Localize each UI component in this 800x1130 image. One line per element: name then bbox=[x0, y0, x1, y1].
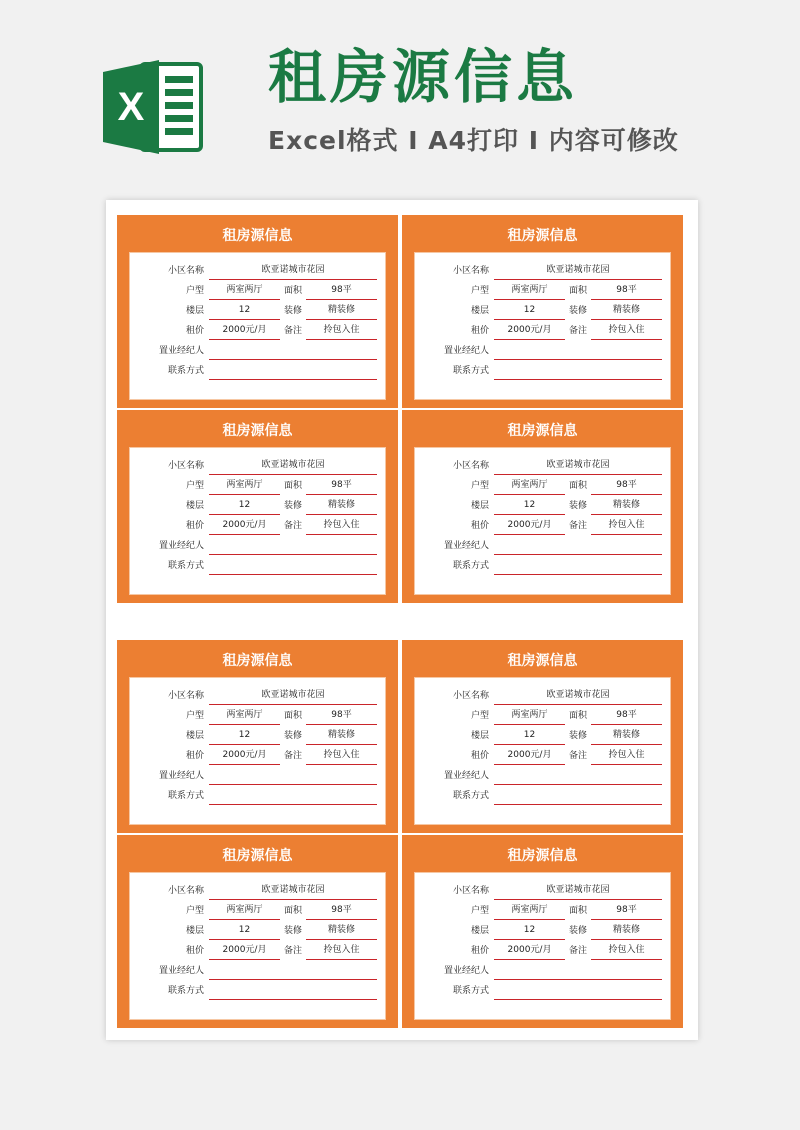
card-body bbox=[414, 872, 671, 1020]
row-layout bbox=[415, 476, 670, 496]
card-body bbox=[129, 252, 386, 400]
label-rent: 租价 bbox=[470, 946, 489, 956]
row-agent bbox=[130, 766, 385, 786]
card-title: 租房源信息 bbox=[507, 228, 578, 244]
label-decoration: 装修 bbox=[283, 731, 302, 741]
label-layout: 户型 bbox=[470, 286, 489, 296]
label-decoration: 装修 bbox=[568, 306, 587, 316]
field-rent[interactable]: 2000元/月 bbox=[494, 946, 565, 960]
row-layout bbox=[130, 901, 385, 921]
label-layout: 户型 bbox=[470, 481, 489, 491]
label-agent: 置业经纪人 bbox=[158, 541, 204, 551]
label-note: 备注 bbox=[283, 946, 302, 956]
field-area[interactable]: 98平 bbox=[306, 711, 377, 725]
field-community[interactable]: 欧亚诺城市花园 bbox=[209, 461, 377, 475]
field-rent[interactable]: 2000元/月 bbox=[209, 751, 280, 765]
row-rent bbox=[415, 516, 670, 536]
label-area: 面积 bbox=[283, 906, 302, 916]
field-contact[interactable] bbox=[494, 561, 662, 575]
label-layout: 户型 bbox=[185, 481, 204, 491]
field-layout[interactable]: 两室两厅 bbox=[209, 286, 280, 300]
label-contact: 联系方式 bbox=[452, 986, 489, 996]
field-floor[interactable]: 12 bbox=[494, 926, 565, 940]
row-community bbox=[415, 686, 670, 706]
label-note: 备注 bbox=[568, 751, 587, 761]
label-layout: 户型 bbox=[470, 711, 489, 721]
row-floor bbox=[130, 726, 385, 746]
label-rent: 租价 bbox=[185, 521, 204, 531]
label-floor: 楼层 bbox=[470, 306, 489, 316]
field-community[interactable]: 欧亚诺城市花园 bbox=[494, 691, 662, 705]
label-note: 备注 bbox=[283, 751, 302, 761]
row-layout bbox=[415, 706, 670, 726]
card-body bbox=[129, 677, 386, 825]
label-contact: 联系方式 bbox=[452, 366, 489, 376]
page-subtitle: Excel格式 I A4打印 I 内容可修改 bbox=[268, 126, 679, 155]
label-floor: 楼层 bbox=[470, 731, 489, 741]
row-layout bbox=[130, 476, 385, 496]
row-rent bbox=[130, 941, 385, 961]
row-agent bbox=[130, 536, 385, 556]
field-rent[interactable]: 2000元/月 bbox=[209, 521, 280, 535]
document-sheet bbox=[106, 200, 698, 1040]
label-floor: 楼层 bbox=[185, 501, 204, 511]
field-contact[interactable] bbox=[494, 791, 662, 805]
field-agent[interactable] bbox=[494, 346, 662, 360]
field-layout[interactable]: 两室两厅 bbox=[494, 906, 565, 920]
field-floor[interactable]: 12 bbox=[494, 501, 565, 515]
label-agent: 置业经纪人 bbox=[443, 966, 489, 976]
row-community bbox=[415, 261, 670, 281]
label-floor: 楼层 bbox=[185, 306, 204, 316]
field-community[interactable]: 欧亚诺城市花园 bbox=[209, 266, 377, 280]
field-agent[interactable] bbox=[494, 966, 662, 980]
field-area[interactable]: 98平 bbox=[306, 286, 377, 300]
label-community: 小区名称 bbox=[452, 691, 489, 701]
label-contact: 联系方式 bbox=[167, 366, 204, 376]
label-rent: 租价 bbox=[470, 521, 489, 531]
label-note: 备注 bbox=[568, 946, 587, 956]
field-community[interactable]: 欧亚诺城市花园 bbox=[209, 886, 377, 900]
field-floor[interactable]: 12 bbox=[209, 926, 280, 940]
field-agent[interactable] bbox=[209, 541, 377, 555]
row-floor bbox=[130, 301, 385, 321]
label-agent: 置业经纪人 bbox=[158, 771, 204, 781]
label-community: 小区名称 bbox=[167, 691, 204, 701]
row-community bbox=[130, 881, 385, 901]
field-floor[interactable]: 12 bbox=[209, 731, 280, 745]
row-floor bbox=[415, 496, 670, 516]
field-note[interactable]: 拎包入住 bbox=[306, 946, 377, 960]
field-area[interactable]: 98平 bbox=[591, 286, 662, 300]
card-body bbox=[414, 252, 671, 400]
field-agent[interactable] bbox=[209, 771, 377, 785]
row-community bbox=[130, 456, 385, 476]
label-community: 小区名称 bbox=[167, 266, 204, 276]
card-body bbox=[414, 447, 671, 595]
field-community[interactable]: 欧亚诺城市花园 bbox=[494, 461, 662, 475]
field-layout[interactable]: 两室两厅 bbox=[209, 906, 280, 920]
card-body bbox=[414, 677, 671, 825]
label-rent: 租价 bbox=[185, 946, 204, 956]
card-body bbox=[129, 447, 386, 595]
label-contact: 联系方式 bbox=[452, 791, 489, 801]
row-agent bbox=[130, 341, 385, 361]
label-decoration: 装修 bbox=[283, 926, 302, 936]
label-layout: 户型 bbox=[185, 286, 204, 296]
label-community: 小区名称 bbox=[167, 461, 204, 471]
label-note: 备注 bbox=[283, 326, 302, 336]
row-contact bbox=[415, 981, 670, 1001]
field-agent[interactable] bbox=[209, 966, 377, 980]
label-decoration: 装修 bbox=[568, 731, 587, 741]
rental-card bbox=[117, 410, 398, 603]
field-decoration[interactable]: 精装修 bbox=[306, 501, 377, 515]
field-layout[interactable]: 两室两厅 bbox=[209, 711, 280, 725]
label-area: 面积 bbox=[568, 481, 587, 491]
label-community: 小区名称 bbox=[452, 461, 489, 471]
label-area: 面积 bbox=[283, 286, 302, 296]
field-decoration[interactable]: 精装修 bbox=[306, 731, 377, 745]
label-rent: 租价 bbox=[470, 751, 489, 761]
field-agent[interactable] bbox=[494, 771, 662, 785]
field-floor[interactable]: 12 bbox=[209, 501, 280, 515]
field-contact[interactable] bbox=[209, 366, 377, 380]
field-area[interactable]: 98平 bbox=[306, 481, 377, 495]
field-rent[interactable]: 2000元/月 bbox=[494, 521, 565, 535]
row-community bbox=[415, 456, 670, 476]
label-agent: 置业经纪人 bbox=[158, 346, 204, 356]
field-note[interactable]: 拎包入住 bbox=[591, 521, 662, 535]
field-community[interactable]: 欧亚诺城市花园 bbox=[494, 266, 662, 280]
label-contact: 联系方式 bbox=[452, 561, 489, 571]
label-rent: 租价 bbox=[185, 326, 204, 336]
label-area: 面积 bbox=[568, 286, 587, 296]
label-decoration: 装修 bbox=[568, 501, 587, 511]
row-rent bbox=[130, 516, 385, 536]
field-contact[interactable] bbox=[494, 986, 662, 1000]
row-contact bbox=[130, 556, 385, 576]
field-rent[interactable]: 2000元/月 bbox=[494, 751, 565, 765]
field-note[interactable]: 拎包入住 bbox=[591, 326, 662, 340]
label-area: 面积 bbox=[283, 711, 302, 721]
card-title: 租房源信息 bbox=[222, 228, 293, 244]
field-community[interactable]: 欧亚诺城市花园 bbox=[494, 886, 662, 900]
label-contact: 联系方式 bbox=[167, 986, 204, 996]
row-contact bbox=[130, 786, 385, 806]
row-contact bbox=[415, 361, 670, 381]
field-layout[interactable]: 两室两厅 bbox=[209, 481, 280, 495]
field-decoration[interactable]: 精装修 bbox=[306, 306, 377, 320]
label-decoration: 装修 bbox=[283, 306, 302, 316]
card-title: 租房源信息 bbox=[507, 423, 578, 439]
label-area: 面积 bbox=[283, 481, 302, 491]
row-floor bbox=[130, 921, 385, 941]
label-layout: 户型 bbox=[185, 711, 204, 721]
label-agent: 置业经纪人 bbox=[443, 541, 489, 551]
label-community: 小区名称 bbox=[452, 266, 489, 276]
label-layout: 户型 bbox=[185, 906, 204, 916]
field-contact[interactable] bbox=[209, 986, 377, 1000]
rental-card bbox=[402, 835, 683, 1028]
row-layout bbox=[415, 281, 670, 301]
rental-card bbox=[402, 215, 683, 408]
row-rent bbox=[130, 321, 385, 341]
row-floor bbox=[415, 726, 670, 746]
row-layout bbox=[130, 281, 385, 301]
field-floor[interactable]: 12 bbox=[494, 306, 565, 320]
row-agent bbox=[415, 766, 670, 786]
row-rent bbox=[415, 941, 670, 961]
header bbox=[0, 0, 800, 190]
field-floor[interactable]: 12 bbox=[494, 731, 565, 745]
label-contact: 联系方式 bbox=[167, 561, 204, 571]
row-community bbox=[130, 686, 385, 706]
field-layout[interactable]: 两室两厅 bbox=[494, 481, 565, 495]
label-layout: 户型 bbox=[470, 906, 489, 916]
field-note[interactable]: 拎包入住 bbox=[591, 946, 662, 960]
rental-card bbox=[117, 835, 398, 1028]
page-title: 租房源信息 bbox=[268, 43, 579, 111]
field-contact[interactable] bbox=[209, 561, 377, 575]
field-floor[interactable]: 12 bbox=[209, 306, 280, 320]
rental-card bbox=[117, 640, 398, 833]
field-agent[interactable] bbox=[494, 541, 662, 555]
row-contact bbox=[415, 556, 670, 576]
row-layout bbox=[415, 901, 670, 921]
field-contact[interactable] bbox=[209, 791, 377, 805]
field-area[interactable]: 98平 bbox=[591, 481, 662, 495]
card-body bbox=[129, 872, 386, 1020]
field-decoration[interactable]: 精装修 bbox=[591, 926, 662, 940]
row-contact bbox=[130, 981, 385, 1001]
row-floor bbox=[415, 301, 670, 321]
field-area[interactable]: 98平 bbox=[591, 906, 662, 920]
label-decoration: 装修 bbox=[568, 926, 587, 936]
row-agent bbox=[130, 961, 385, 981]
label-floor: 楼层 bbox=[470, 501, 489, 511]
field-community[interactable]: 欧亚诺城市花园 bbox=[209, 691, 377, 705]
card-title: 租房源信息 bbox=[507, 848, 578, 864]
row-community bbox=[415, 881, 670, 901]
field-area[interactable]: 98平 bbox=[591, 711, 662, 725]
field-note[interactable]: 拎包入住 bbox=[306, 751, 377, 765]
field-decoration[interactable]: 精装修 bbox=[591, 306, 662, 320]
label-contact: 联系方式 bbox=[167, 791, 204, 801]
card-title: 租房源信息 bbox=[507, 653, 578, 669]
label-floor: 楼层 bbox=[470, 926, 489, 936]
label-rent: 租价 bbox=[470, 326, 489, 336]
field-note[interactable]: 拎包入住 bbox=[306, 521, 377, 535]
label-community: 小区名称 bbox=[452, 886, 489, 896]
row-rent bbox=[130, 746, 385, 766]
label-area: 面积 bbox=[568, 711, 587, 721]
field-layout[interactable]: 两室两厅 bbox=[494, 286, 565, 300]
row-floor bbox=[130, 496, 385, 516]
field-rent[interactable]: 2000元/月 bbox=[209, 326, 280, 340]
field-decoration[interactable]: 精装修 bbox=[591, 501, 662, 515]
row-community bbox=[130, 261, 385, 281]
label-note: 备注 bbox=[568, 326, 587, 336]
rental-card bbox=[117, 215, 398, 408]
rental-card bbox=[402, 410, 683, 603]
row-contact bbox=[415, 786, 670, 806]
row-rent bbox=[415, 321, 670, 341]
field-decoration[interactable]: 精装修 bbox=[306, 926, 377, 940]
row-agent bbox=[415, 341, 670, 361]
field-contact[interactable] bbox=[494, 366, 662, 380]
row-layout bbox=[130, 706, 385, 726]
label-agent: 置业经纪人 bbox=[443, 346, 489, 356]
field-note[interactable]: 拎包入住 bbox=[306, 326, 377, 340]
card-title: 租房源信息 bbox=[222, 848, 293, 864]
row-floor bbox=[415, 921, 670, 941]
card-title: 租房源信息 bbox=[222, 423, 293, 439]
label-rent: 租价 bbox=[185, 751, 204, 761]
field-decoration[interactable]: 精装修 bbox=[591, 731, 662, 745]
row-agent bbox=[415, 536, 670, 556]
label-note: 备注 bbox=[568, 521, 587, 531]
field-area[interactable]: 98平 bbox=[306, 906, 377, 920]
label-floor: 楼层 bbox=[185, 926, 204, 936]
row-rent bbox=[415, 746, 670, 766]
field-rent[interactable]: 2000元/月 bbox=[209, 946, 280, 960]
label-area: 面积 bbox=[568, 906, 587, 916]
label-community: 小区名称 bbox=[167, 886, 204, 896]
excel-logo-icon bbox=[103, 58, 205, 156]
label-agent: 置业经纪人 bbox=[158, 966, 204, 976]
excel-logo-letter: X bbox=[117, 85, 145, 129]
row-agent bbox=[415, 961, 670, 981]
label-agent: 置业经纪人 bbox=[443, 771, 489, 781]
label-note: 备注 bbox=[283, 521, 302, 531]
card-title: 租房源信息 bbox=[222, 653, 293, 669]
label-decoration: 装修 bbox=[283, 501, 302, 511]
field-note[interactable]: 拎包入住 bbox=[591, 751, 662, 765]
label-floor: 楼层 bbox=[185, 731, 204, 741]
field-rent[interactable]: 2000元/月 bbox=[494, 326, 565, 340]
field-agent[interactable] bbox=[209, 346, 377, 360]
rental-card bbox=[402, 640, 683, 833]
row-contact bbox=[130, 361, 385, 381]
field-layout[interactable]: 两室两厅 bbox=[494, 711, 565, 725]
